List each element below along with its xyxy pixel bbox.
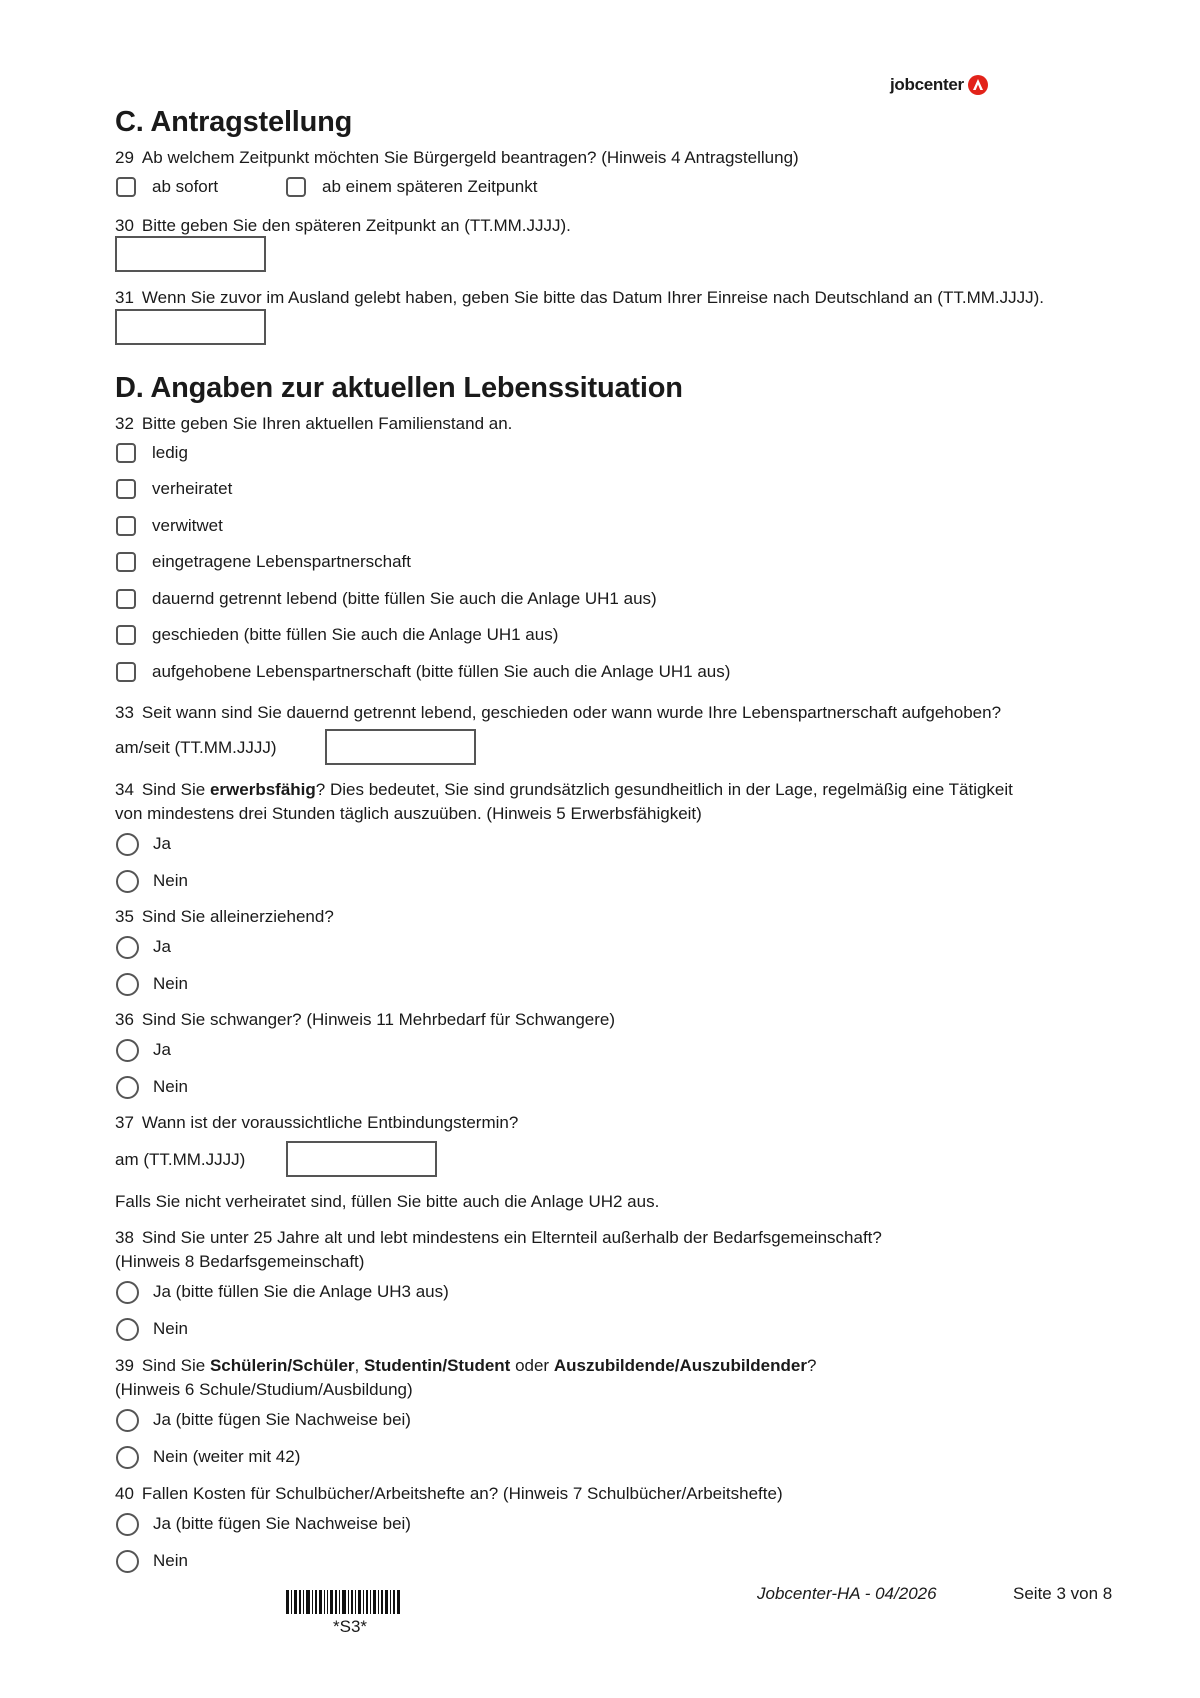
form-id: Jobcenter-HA - 04/2026 xyxy=(757,1584,937,1603)
question-31: 31 Wenn Sie zuvor im Ausland gelebt haben, geben Sie bitte das Datum Ihrer Einreise nach Deutschland an (TT.MM.JJJJ). xyxy=(115,288,1045,307)
radio-button[interactable] xyxy=(116,936,139,959)
option-geschieden[interactable]: geschieden (bitte füllen Sie auch die Anlage UH1 aus) xyxy=(116,622,558,648)
page-number: Seite 3 von 8 xyxy=(1013,1584,1113,1603)
section-c-title: C. Antragstellung xyxy=(115,106,353,138)
question-39: 39 Sind Sie Schülerin/Schüler, Studentin/Student oder Auszubildende/Auszubildender? xyxy=(115,1356,817,1375)
radio-button[interactable] xyxy=(116,1318,139,1341)
radio-button[interactable] xyxy=(116,1039,139,1062)
radio-button[interactable] xyxy=(116,1513,139,1536)
question-34-line2: von mindestens drei Stunden täglich auszuüben. (Hinweis 5 Erwerbsfähigkeit) xyxy=(115,804,702,823)
radio-button[interactable] xyxy=(116,1550,139,1573)
checkbox[interactable] xyxy=(116,516,136,536)
q33-field-label: am/seit (TT.MM.JJJJ) xyxy=(115,738,277,757)
question-37: 37 Wann ist der voraussichtliche Entbindungstermin? xyxy=(115,1113,519,1132)
date-field-getrennt-seit[interactable] xyxy=(325,729,476,765)
option-verheiratet[interactable]: verheiratet xyxy=(116,476,232,502)
barcode-text: *S3* xyxy=(333,1617,368,1636)
question-34: 34 Sind Sie erwerbsfähig? Dies bedeutet, Sie sind grundsätzlich gesundheitlich in der Lage, regelmäßig eine Tätigkeit xyxy=(115,780,1013,799)
option-ab-sofort[interactable]: ab sofort xyxy=(116,174,218,200)
date-field-spaeterer-zeitpunkt[interactable] xyxy=(115,236,266,272)
option-ledig[interactable]: ledig xyxy=(116,440,188,466)
q36-option-ja[interactable]: Ja xyxy=(116,1037,171,1063)
section-d-title: D. Angaben zur aktuellen Lebenssituation xyxy=(115,372,683,404)
radio-button[interactable] xyxy=(116,1409,139,1432)
option-spaeterer-zeitpunkt[interactable]: ab einem späteren Zeitpunkt xyxy=(286,174,537,200)
question-36: 36 Sind Sie schwanger? (Hinweis 11 Mehrbedarf für Schwangere) xyxy=(115,1010,616,1029)
checkbox[interactable] xyxy=(116,443,136,463)
q40-option-nein[interactable]: Nein xyxy=(116,1548,188,1574)
q38-option-ja[interactable]: Ja (bitte füllen Sie die Anlage UH3 aus) xyxy=(116,1279,449,1305)
q40-option-ja[interactable]: Ja (bitte fügen Sie Nachweise bei) xyxy=(116,1511,411,1537)
option-verwitwet[interactable]: verwitwet xyxy=(116,513,223,539)
question-39-line2: (Hinweis 6 Schule/Studium/Ausbildung) xyxy=(115,1380,413,1399)
jobcenter-logo xyxy=(890,75,988,95)
q34-option-ja[interactable]: Ja xyxy=(116,831,171,857)
question-40: 40 Fallen Kosten für Schulbücher/Arbeitshefte an? (Hinweis 7 Schulbücher/Arbeitshefte) xyxy=(115,1484,783,1503)
logo-text: jobcenter xyxy=(890,75,964,94)
option-getrennt-lebend[interactable]: dauernd getrennt lebend (bitte füllen Sie auch die Anlage UH1 aus) xyxy=(116,586,657,612)
option-aufgehobene-lebenspartnerschaft[interactable]: aufgehobene Lebenspartnerschaft (bitte füllen Sie auch die Anlage UH1 aus) xyxy=(116,659,730,685)
question-33: 33 Seit wann sind Sie dauernd getrennt lebend, geschieden oder wann wurde Ihre Lebenspartnerschaft aufgehoben? xyxy=(115,703,1002,722)
radio-button[interactable] xyxy=(116,870,139,893)
q35-option-nein[interactable]: Nein xyxy=(116,971,188,997)
radio-button[interactable] xyxy=(116,1281,139,1304)
checkbox[interactable] xyxy=(116,552,136,572)
question-32: 32 Bitte geben Sie Ihren aktuellen Familienstand an. xyxy=(115,414,513,433)
checkbox[interactable] xyxy=(116,625,136,645)
checkbox[interactable] xyxy=(116,662,136,682)
date-field-einreise[interactable] xyxy=(115,309,266,345)
q38-option-nein[interactable]: Nein xyxy=(116,1316,188,1342)
date-field-entbindungstermin[interactable] xyxy=(286,1141,437,1177)
checkbox[interactable] xyxy=(116,589,136,609)
q36-option-nein[interactable]: Nein xyxy=(116,1074,188,1100)
question-38: 38 Sind Sie unter 25 Jahre alt und lebt mindestens ein Elternteil außerhalb der Bedarfsgemeinschaft? xyxy=(115,1228,882,1247)
agency-logo-icon xyxy=(968,75,988,95)
note-anlage-uh2: Falls Sie nicht verheiratet sind, füllen Sie bitte auch die Anlage UH2 aus. xyxy=(115,1192,660,1211)
q34-option-nein[interactable]: Nein xyxy=(116,868,188,894)
radio-button[interactable] xyxy=(116,973,139,996)
question-38-line2: (Hinweis 8 Bedarfsgemeinschaft) xyxy=(115,1252,365,1271)
question-35: 35 Sind Sie alleinerziehend? xyxy=(115,907,334,926)
option-lebenspartnerschaft[interactable]: eingetragene Lebenspartnerschaft xyxy=(116,549,411,575)
checkbox[interactable] xyxy=(116,479,136,499)
checkbox[interactable] xyxy=(286,177,306,197)
q39-option-ja[interactable]: Ja (bitte fügen Sie Nachweise bei) xyxy=(116,1407,411,1433)
radio-button[interactable] xyxy=(116,833,139,856)
q37-field-label: am (TT.MM.JJJJ) xyxy=(115,1150,246,1169)
q39-option-nein[interactable]: Nein (weiter mit 42) xyxy=(116,1444,300,1470)
question-29: 29 Ab welchem Zeitpunkt möchten Sie Bürgergeld beantragen? (Hinweis 4 Antragstellung) xyxy=(115,148,799,167)
barcode xyxy=(286,1590,402,1614)
radio-button[interactable] xyxy=(116,1076,139,1099)
radio-button[interactable] xyxy=(116,1446,139,1469)
q35-option-ja[interactable]: Ja xyxy=(116,934,171,960)
question-30: 30 Bitte geben Sie den späteren Zeitpunkt an (TT.MM.JJJJ). xyxy=(115,216,571,235)
checkbox[interactable] xyxy=(116,177,136,197)
